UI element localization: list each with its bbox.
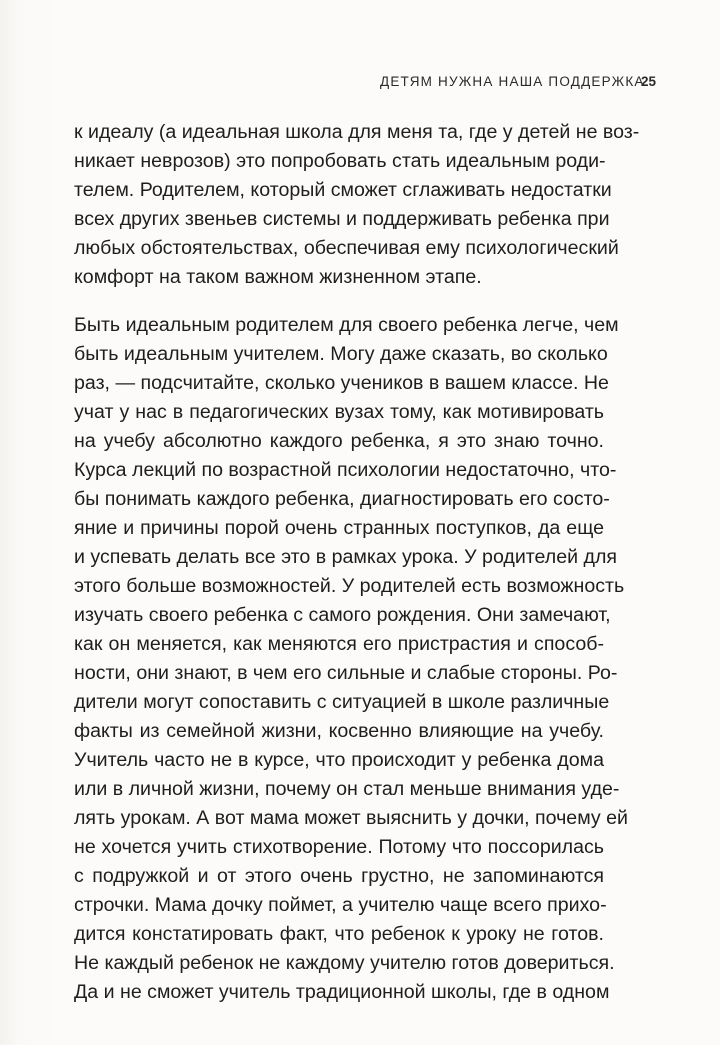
text-line: и успевать делать все это в рамках урока. У родителей для xyxy=(74,546,617,568)
text-line: Учитель часто не в курсе, что происходит у ребенка дома xyxy=(74,749,604,771)
text-line: всех других звеньев системы и поддерживать ребенка при xyxy=(74,208,610,230)
text-line: или в личной жизни, почему он стал меньше внимания уде- xyxy=(74,778,620,800)
text-line: на учебу абсолютно каждого ребенка, я это знаю точно. xyxy=(74,430,604,452)
text-line: телем. Родителем, который сможет сглаживать недостатки xyxy=(74,179,612,201)
page-number: 25 xyxy=(640,74,656,89)
text-line: факты из семейной жизни, косвенно влияющие на учебу. xyxy=(74,720,604,742)
text-line: этого больше возможностей. У родителей есть возможность xyxy=(74,575,625,597)
text-line: Да и не сможет учитель традиционной школы, где в одном xyxy=(74,981,610,1003)
text-line: раз, — подсчитайте, сколько учеников в вашем классе. Не xyxy=(74,372,609,394)
text-line: яние и причины порой очень странных поступков, да еще xyxy=(74,517,604,539)
text-line: бы понимать каждого ребенка, диагностировать его состо- xyxy=(74,488,610,510)
running-head xyxy=(380,74,656,94)
text-line: изучать своего ребенка с самого рождения. Они замечают, xyxy=(74,604,611,626)
text-line: лять урокам. А вот мама может выяснить у дочки, почему ей xyxy=(74,807,628,829)
paragraph-1 xyxy=(74,118,640,292)
text-line: Не каждый ребенок не каждому учителю готов довериться. xyxy=(74,952,615,974)
text-line: любых обстоятельствах, обеспечивая ему психологический xyxy=(74,237,619,259)
text-line: дится констатировать факт, что ребенок к уроку не готов. xyxy=(74,923,604,945)
text-line: не хочется учить стихотворение. Потому что поссорилась xyxy=(74,836,604,858)
running-title: ДЕТЯМ НУЖНА НАША ПОДДЕРЖКА xyxy=(380,74,645,89)
paragraph-2 xyxy=(74,311,628,1007)
text-line: с подружкой и от этого очень грустно, не запоминаются xyxy=(74,865,604,887)
text-line: Курса лекций по возрастной психологии недостаточно, что- xyxy=(74,459,617,481)
text-line: дители могут сопоставить с ситуацией в школе различные xyxy=(74,691,610,713)
body-text xyxy=(74,118,640,1007)
text-line: строчки. Мама дочку поймет, а учителю чаще всего прихо- xyxy=(74,894,607,916)
text-line: как он меняется, как меняются его пристрастия и способ- xyxy=(74,633,604,655)
text-line: никает неврозов) это попробовать стать идеальным роди- xyxy=(74,150,606,172)
text-line: Быть идеальным родителем для своего ребенка легче, чем xyxy=(74,314,619,336)
text-line: комфорт на таком важном жизненном этапе. xyxy=(74,266,482,288)
text-line: ности, они знают, в чем его сильные и слабые стороны. Ро- xyxy=(74,662,618,684)
text-line: быть идеальным учителем. Могу даже сказать, во сколько xyxy=(74,343,608,365)
text-line: к идеалу (а идеальная школа для меня та, где у детей не воз- xyxy=(74,121,640,143)
paragraph-gap xyxy=(74,292,604,311)
text-line: учат у нас в педагогических вузах тому, как мотивировать xyxy=(74,401,604,423)
